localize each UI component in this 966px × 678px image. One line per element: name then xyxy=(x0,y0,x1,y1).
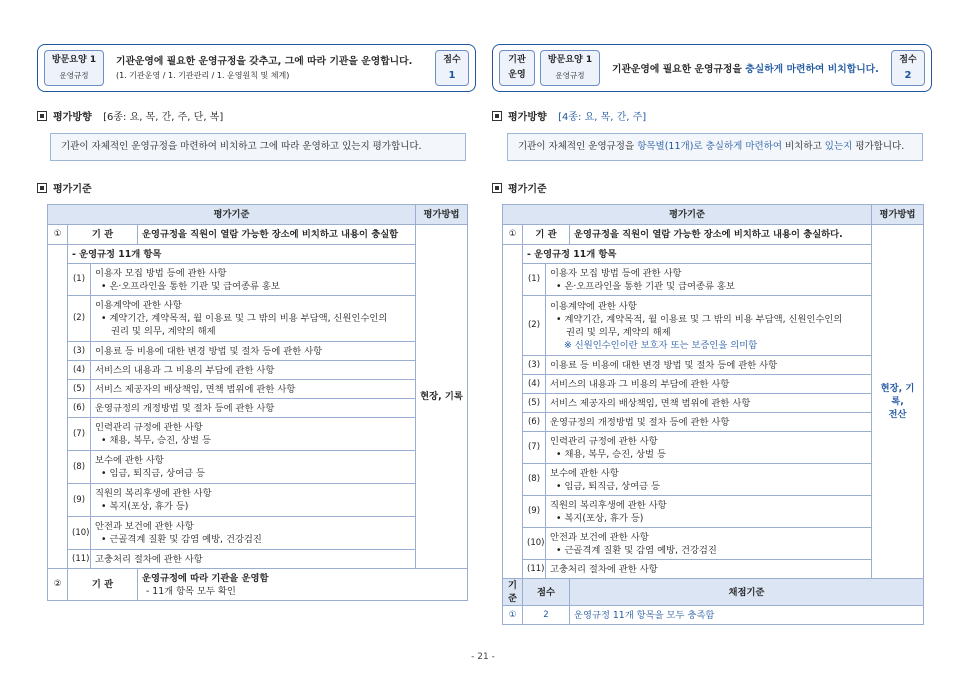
right-th-method: 평가방법 xyxy=(872,205,924,225)
item-number: (1) xyxy=(523,264,546,296)
right-list-head: - 운영규정 11개 항목 xyxy=(523,245,872,264)
item-bullet: • 온·오프라인을 통한 기관 및 급여종류 홍보 xyxy=(101,280,280,292)
right-direction-label: 평가방향 xyxy=(508,112,547,123)
right-tag2-title: 방문요양 1 xyxy=(547,55,593,65)
left-method: 현장, 기록 xyxy=(416,225,468,569)
right-th-criteria: 평가기준 xyxy=(503,205,872,225)
item-head: 보수에 관한 사항 xyxy=(550,467,619,479)
right-method-a: 현장, 기록, xyxy=(880,383,915,407)
item-head: 고충처리 절차에 관한 사항 xyxy=(91,550,416,569)
left-direction-heading xyxy=(37,108,223,123)
list-item xyxy=(48,399,468,418)
square-bullet-icon xyxy=(492,183,502,193)
list-item xyxy=(503,432,924,464)
list-item xyxy=(48,517,468,550)
left-header-title: 기관운영에 필요한 운영규정을 갖추고, 그에 따라 기관을 운영합니다. xyxy=(116,55,413,67)
list-item xyxy=(48,361,468,380)
list-item xyxy=(503,375,924,394)
left-direction-text: 기관이 자체적인 운영규정을 마련하여 비치하고 그에 따라 운영하고 있는지 평가합니다. xyxy=(61,141,422,152)
item-number: (11) xyxy=(68,550,91,569)
list-item xyxy=(503,528,924,560)
item-number: (7) xyxy=(68,418,91,451)
item-head: 서비스의 내용과 그 비용의 부담에 관한 사항 xyxy=(546,375,872,394)
item-head: 운영규정의 개정방법 및 절차 등에 관한 사항 xyxy=(91,399,416,418)
item-bullet: • 계약기간, 계약목적, 월 이용료 및 그 밖의 비용 부담액, 신원인수인의 xyxy=(101,313,388,324)
scoring-th-criteria: 채점기준 xyxy=(570,579,924,606)
left-criteria-table xyxy=(47,204,468,601)
item-bullet: • 채용, 복무, 승진, 상벌 등 xyxy=(101,435,211,446)
right-method xyxy=(872,225,924,579)
left-indent-cell xyxy=(48,245,68,569)
list-item xyxy=(503,464,924,496)
left-row1-no: ① xyxy=(48,225,68,245)
scoring-th-score: 점수 xyxy=(523,579,570,606)
item-head: 직원의 복리후생에 관한 사항 xyxy=(95,488,212,499)
item-head: 안전과 보건에 관한 사항 xyxy=(550,531,649,543)
item-note: ※ 신원인수인이란 보호자 또는 보증인을 의미함 xyxy=(564,339,758,351)
left-direction-box xyxy=(50,133,466,161)
square-bullet-icon xyxy=(37,183,47,193)
left-row2-sub: - 11개 항목 모두 확인 xyxy=(146,585,236,597)
right-direction-hl2: 있는지 xyxy=(824,141,853,152)
list-item xyxy=(48,342,468,361)
item-number: (5) xyxy=(523,394,546,413)
item-bullet: • 임금, 퇴직금, 상여금 등 xyxy=(101,468,206,479)
item-head: 인력관리 규정에 관한 사항 xyxy=(95,422,203,433)
list-item xyxy=(503,394,924,413)
item-bullet: • 계약기간, 계약목적, 월 이용료 및 그 밖의 비용 부담액, 신원인수인의 xyxy=(556,313,843,325)
right-method-b: 전산 xyxy=(888,409,907,420)
right-subcategory-tag xyxy=(540,50,600,86)
item-number: (1) xyxy=(68,264,91,296)
right-title-pre: 기관운영에 필요한 운영규정을 xyxy=(612,64,746,75)
item-number: (3) xyxy=(523,356,546,375)
item-bullet-cont: 권리 및 의무, 계약의 해제 xyxy=(111,326,216,337)
item-head: 직원의 복리후생에 관한 사항 xyxy=(550,499,667,511)
item-bullet: • 온·오프라인을 통한 기관 및 급여종류 홍보 xyxy=(556,280,735,292)
right-tag1-a: 기관 xyxy=(508,55,526,65)
right-score-label: 점수 xyxy=(899,55,917,65)
list-item xyxy=(503,496,924,528)
list-item xyxy=(48,484,468,517)
left-header-text xyxy=(116,55,435,82)
item-number: (2) xyxy=(68,296,91,342)
item-number: (9) xyxy=(68,484,91,517)
left-th-criteria: 평가기준 xyxy=(48,205,416,225)
right-direction-box xyxy=(507,133,923,161)
right-indent-cell xyxy=(503,245,523,579)
left-header-box xyxy=(37,44,476,92)
right-direction-types: [4종: 요, 목, 간, 주] xyxy=(558,112,647,123)
item-head: 보수에 관한 사항 xyxy=(95,455,164,466)
item-number: (4) xyxy=(68,361,91,380)
left-row1-text: 운영규정을 직원이 열람 가능한 장소에 비치하고 내용이 충실함 xyxy=(138,225,416,245)
item-number: (11) xyxy=(523,560,546,579)
right-criteria-label: 평가기준 xyxy=(508,184,547,195)
list-item xyxy=(48,550,468,569)
item-number: (10) xyxy=(523,528,546,560)
item-bullet: • 채용, 복무, 승진, 상벌 등 xyxy=(556,448,666,460)
right-direction-pre: 기관이 자체적인 운영규정을 xyxy=(518,141,638,152)
item-number: (5) xyxy=(68,380,91,399)
item-head: 서비스의 내용과 그 비용의 부담에 관한 사항 xyxy=(91,361,416,380)
list-item xyxy=(48,296,468,342)
right-row1-text: 운영규정을 직원이 열람 가능한 장소에 비치하고 내용이 충실하다. xyxy=(570,225,872,245)
item-bullet: • 임금, 퇴직금, 상여금 등 xyxy=(556,480,661,492)
right-score-box xyxy=(891,50,925,86)
list-item xyxy=(503,413,924,432)
item-head: 서비스 제공자의 배상책임, 면책 범위에 관한 사항 xyxy=(91,380,416,399)
item-number: (8) xyxy=(523,464,546,496)
list-item xyxy=(48,451,468,484)
right-criteria-heading xyxy=(492,180,547,195)
left-score-label: 점수 xyxy=(443,55,461,65)
scoring-score: 2 xyxy=(523,606,570,625)
square-bullet-icon xyxy=(37,111,47,121)
scoring-standard: ① xyxy=(503,606,523,625)
left-criteria-heading xyxy=(37,180,92,195)
item-number: (8) xyxy=(68,451,91,484)
right-header-box xyxy=(492,44,932,92)
left-row2-head: 운영규정에 따라 기관을 운영함 xyxy=(142,572,269,584)
item-number: (9) xyxy=(523,496,546,528)
list-item xyxy=(503,264,924,296)
right-tag2-sub: 운영규정 xyxy=(555,71,585,80)
item-bullet-cont: 권리 및 의무, 계약의 해제 xyxy=(566,326,671,338)
left-row1-who: 기 관 xyxy=(68,225,138,245)
item-head: 이용계약에 관한 사항 xyxy=(95,300,182,311)
item-bullet: • 복지(포상, 휴가 등) xyxy=(556,512,644,524)
scoring-th-standard: 기준 xyxy=(503,579,523,606)
left-category-tag xyxy=(44,50,104,86)
list-item xyxy=(503,560,924,579)
page-number: - 21 - xyxy=(471,652,495,662)
right-title-highlight: 충실하게 마련하여 비치합니다. xyxy=(745,64,879,75)
list-item xyxy=(48,380,468,399)
right-direction-post: 평가합니다. xyxy=(852,141,905,152)
item-head: 운영규정의 개정방법 및 절차 등에 관한 사항 xyxy=(546,413,872,432)
right-direction-hl1: 항목별(11개)로 충실하게 마련하여 xyxy=(637,141,783,152)
item-head: 이용자 모집 방법 등에 관한 사항 xyxy=(95,267,227,279)
item-head: 서비스 제공자의 배상책임, 면책 범위에 관한 사항 xyxy=(546,394,872,413)
scoring-criteria: 운영규정 11개 항목을 모두 충족함 xyxy=(570,606,924,625)
right-row1-no: ① xyxy=(503,225,523,245)
right-tag1-b: 운영 xyxy=(508,70,526,80)
item-bullet: • 근골격계 질환 및 감염 예방, 건강검진 xyxy=(101,534,262,545)
right-row1-who: 기 관 xyxy=(523,225,570,245)
item-number: (3) xyxy=(68,342,91,361)
left-row2-no: ② xyxy=(48,569,68,601)
left-direction-types: [6종: 요, 목, 간, 주, 단, 복] xyxy=(103,112,224,123)
item-bullet: • 근골격계 질환 및 감염 예방, 건강검진 xyxy=(556,544,717,556)
item-number: (10) xyxy=(68,517,91,550)
item-head: 이용료 등 비용에 대한 변경 방법 및 절차 등에 관한 사항 xyxy=(546,356,872,375)
left-header-subtitle: (1. 기관운영 / 1. 기관관리 / 1. 운영원칙 및 체계) xyxy=(116,70,290,80)
left-th-method: 평가방법 xyxy=(416,205,468,225)
item-head: 이용계약에 관한 사항 xyxy=(550,300,637,312)
left-direction-label: 평가방향 xyxy=(53,112,92,123)
right-criteria-table xyxy=(502,204,924,625)
left-tag-title: 방문요양 1 xyxy=(51,55,97,65)
right-direction-mid: 비치하고 xyxy=(782,141,825,152)
item-number: (6) xyxy=(523,413,546,432)
item-head: 이용료 등 비용에 대한 변경 방법 및 절차 등에 관한 사항 xyxy=(91,342,416,361)
list-item xyxy=(48,264,468,296)
item-number: (2) xyxy=(523,296,546,356)
right-direction-heading xyxy=(492,108,646,123)
list-item xyxy=(503,356,924,375)
item-number: (7) xyxy=(523,432,546,464)
item-head: 인력관리 규정에 관한 사항 xyxy=(550,435,658,447)
item-bullet: • 복지(포상, 휴가 등) xyxy=(101,501,189,512)
left-list-head: - 운영규정 11개 항목 xyxy=(68,245,416,264)
right-header-title xyxy=(612,61,891,75)
left-score-box xyxy=(435,50,469,86)
right-score-value: 2 xyxy=(904,70,912,81)
right-category-tag xyxy=(499,50,535,86)
left-score-value: 1 xyxy=(448,70,456,81)
left-tag-sub: 운영규정 xyxy=(59,71,89,80)
item-number: (4) xyxy=(523,375,546,394)
left-row2-who: 기 관 xyxy=(68,569,138,601)
list-item xyxy=(503,296,924,356)
item-number: (6) xyxy=(68,399,91,418)
square-bullet-icon xyxy=(492,111,502,121)
item-head: 고충처리 절차에 관한 사항 xyxy=(546,560,872,579)
left-criteria-label: 평가기준 xyxy=(53,184,92,195)
list-item xyxy=(48,418,468,451)
item-head: 안전과 보건에 관한 사항 xyxy=(95,521,194,532)
item-head: 이용자 모집 방법 등에 관한 사항 xyxy=(550,267,682,279)
